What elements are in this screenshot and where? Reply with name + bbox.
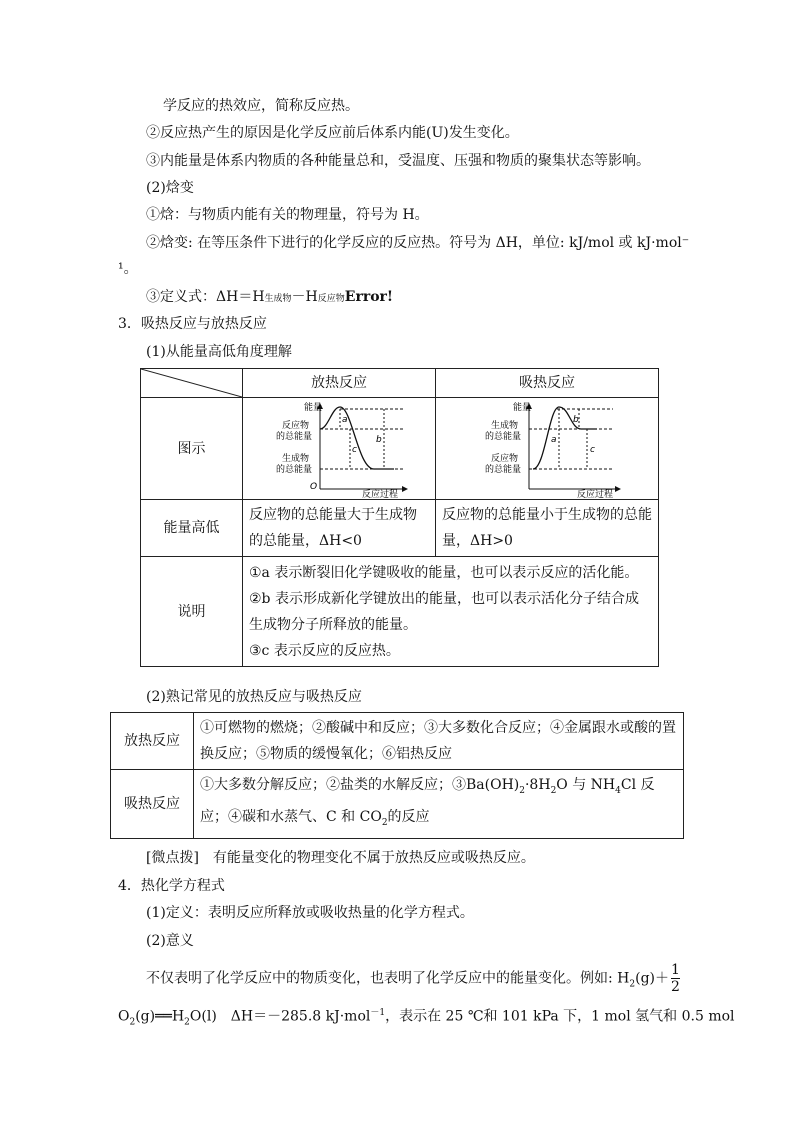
text-line: ③内能量是体系内物质的各种能量总和，受温度、压强和物质的聚集状态等影响。 [146,153,650,169]
header-exothermic: 放热反应 [243,369,436,398]
endothermic-diagram-cell [436,398,659,500]
text-line: ¹。 [118,261,138,277]
subsection-title: (1)从能量高低角度理解 [146,344,292,360]
origin-label: O [310,482,318,492]
exothermic-diagram-cell [243,398,436,500]
exo-head-cell: 放热反应 [111,713,194,770]
top-label-2: 的总能量 [276,432,313,442]
subsection-title: (2)熟记常见的放热反应与吸热反应 [146,689,362,705]
bot-label-2: 的总能量 [485,465,522,475]
y-axis-label: 能量 [304,403,323,413]
endothermic-energy-cell: 反应物的总能量小于生成物的总能量，ΔH>0 [436,500,659,557]
formula-line: ③定义式：ΔH＝H生成物－H反应物Error! [146,289,394,305]
note-3: ③c 表示反应的反应热。 [249,642,400,659]
diagonal-header-cell [141,369,243,398]
row-label-notes: 说明 [141,557,243,667]
label-a: a [551,435,557,445]
exothermic-energy-diagram [244,399,434,498]
text-line: ②焓变: 在等压条件下进行的化学反应的反应热。符号为 ΔH，单位: kJ/mol 或 kJ·mol⁻ [146,235,690,251]
row-label-diagram: 图示 [141,398,243,500]
text-line: (2)焓变 [146,180,194,196]
equation-line: $O_2(g)══H_2O(l)$ ΔH＝－285.8 kJ·mol$^{-1}$，表示在 25 ℃和 101 kPa 下，1 mol 氢气和 0.5 mol [118,1008,735,1028]
reaction-types-table [110,712,684,839]
section-title: 4．热化学方程式 [118,878,225,894]
text-line: 学反应的热效应，简称反应热。 [163,98,359,114]
x-axis-label: 反应过程 [362,490,399,498]
endothermic-energy-diagram [437,399,657,498]
endo-body-cell: ①大多数分解反应；②盐类的水解反应；$③Ba(OH)_2\cdot 8H_2O$ 与 $NH_4Cl$ 反应；④碳和水蒸气、C 和 $CO_2$的反应 [194,770,684,839]
note-2: ②b 表示形成新化学键放出的能量，也可以表示活化分子结合成生成物分子所释放的能量。 [249,590,639,633]
tip-line: [微点拨] 有能量变化的物理变化不属于放热反应或吸热反应。 [146,850,535,866]
exothermic-energy-cell: 反应物的总能量大于生成物的总能量，ΔH<0 [243,500,436,557]
exo-body-cell: ①可燃物的燃烧；②酸碱中和反应；③大多数化合反应；④金属跟水或酸的置换反应；⑤物质的缓慢氧化；⑥铝热反应 [194,713,684,770]
energy-table [140,368,659,667]
label-b: b [376,435,382,445]
endo-head-cell: 吸热反应 [111,770,194,839]
x-axis-label: 反应过程 [577,490,614,498]
text-line: ①焓：与物质内能有关的物理量，符号为 H。 [146,207,429,223]
label-b: b [573,415,579,425]
note-1: ①a 表示断裂旧化学键吸收的能量，也可以表示反应的活化能。 [249,564,639,581]
label-c: c [590,445,595,455]
row-label-energy: 能量高低 [141,500,243,557]
bot-label-1: 生成物 [282,454,310,464]
bot-label-1: 反应物 [491,454,519,464]
label-c: c [352,445,357,455]
text-line: 不仅表明了化学反应中的物质变化，也表明了化学反应中的能量变化。例如: $H_2(g)+$ $\frac{1}{2}$ [146,962,680,995]
text-line: ②反应热产生的原因是化学反应前后体系内能(U)发生变化。 [146,125,519,141]
text-line: (2)意义 [146,933,194,949]
top-label-2: 的总能量 [485,432,522,442]
top-label-1: 生成物 [491,421,519,431]
section-title: 3．吸热反应与放热反应 [118,316,267,332]
fraction: $\frac{1}{2}$ [671,962,680,995]
header-endothermic: 吸热反应 [436,369,659,398]
notes-cell [243,557,659,667]
y-axis-label: 能量 [513,403,532,413]
top-label-1: 反应物 [282,421,310,431]
label-a: a [342,415,348,425]
text-line: (1)定义：表明反应所释放或吸收热量的化学方程式。 [146,905,474,921]
bot-label-2: 的总能量 [276,465,313,475]
